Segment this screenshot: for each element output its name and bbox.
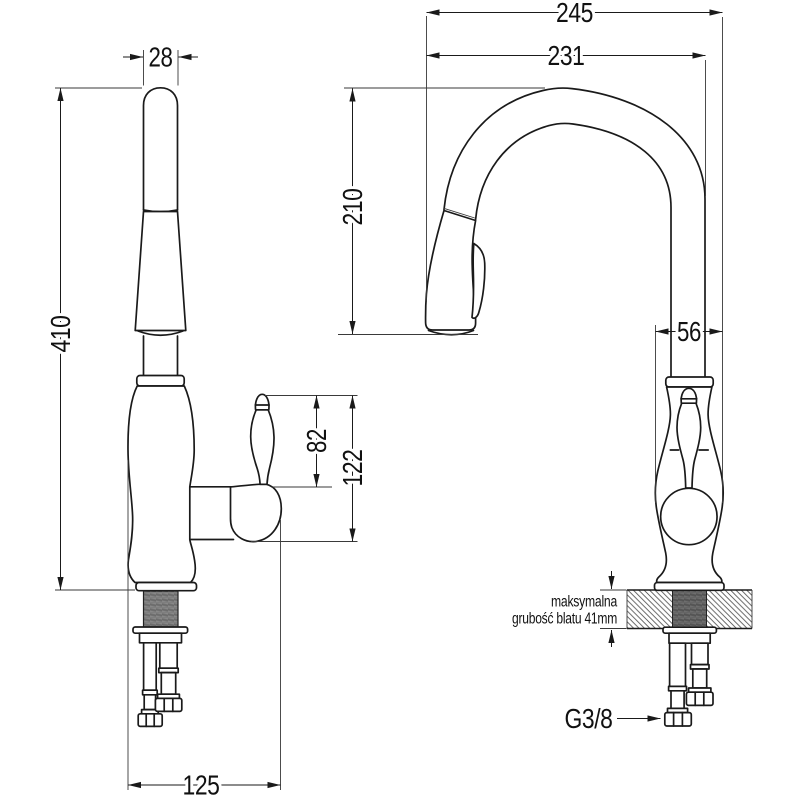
front-collar bbox=[137, 376, 184, 387]
front-handle-dome bbox=[231, 484, 282, 541]
front-supply-hoses bbox=[138, 643, 182, 727]
front-hose-left bbox=[144, 643, 157, 690]
dim-label-210: 210 bbox=[337, 180, 368, 226]
front-handle-knob bbox=[255, 394, 269, 410]
dim-label-122: 122 bbox=[337, 441, 368, 487]
front-hose-left-lower bbox=[144, 695, 155, 710]
front-hose-right-nut bbox=[155, 698, 181, 711]
front-view bbox=[128, 88, 281, 727]
countertop-note-line2: grubość blatu 41mm bbox=[512, 610, 617, 628]
side-hose-left-lower bbox=[671, 691, 684, 709]
side-handle-rosette bbox=[661, 488, 717, 544]
countertop bbox=[627, 590, 752, 629]
side-collar bbox=[666, 377, 713, 387]
front-mount-block bbox=[140, 633, 182, 643]
side-gooseneck-outer bbox=[444, 88, 705, 377]
side-handle-knob bbox=[681, 388, 696, 403]
front-mount-flange bbox=[133, 627, 188, 633]
front-threaded-shank bbox=[144, 591, 179, 627]
front-hose-left-nut bbox=[138, 714, 162, 727]
side-hose-left-nut bbox=[665, 713, 692, 726]
thread-size-label: G3/8 bbox=[564, 703, 613, 734]
countertop-note-line1: maksymalna bbox=[551, 593, 618, 611]
side-threaded-shank bbox=[673, 590, 707, 629]
dim-label-231: 231 bbox=[547, 40, 585, 71]
dim-label-125: 125 bbox=[182, 769, 220, 800]
front-spray-head-outlet bbox=[138, 331, 183, 335]
front-extension-lines bbox=[55, 50, 358, 790]
side-base-plate bbox=[655, 583, 725, 591]
side-hose-left bbox=[670, 643, 686, 686]
front-hose-right bbox=[160, 643, 177, 668]
dim-label-28: 28 bbox=[148, 41, 173, 73]
side-hose-right-nut bbox=[686, 692, 713, 705]
dim-label-82: 82 bbox=[301, 422, 332, 453]
front-hose-right-lower bbox=[161, 673, 175, 695]
front-body bbox=[128, 386, 195, 583]
front-spray-head bbox=[135, 212, 186, 331]
front-neck-tube bbox=[144, 336, 178, 376]
side-supply-hoses bbox=[665, 643, 713, 726]
front-handle-lever bbox=[251, 410, 274, 485]
side-hose-right-lower bbox=[693, 669, 707, 688]
front-spout-column bbox=[144, 88, 178, 210]
dim-label-245: 245 bbox=[556, 0, 593, 28]
side-hose-right bbox=[692, 643, 709, 664]
dim-label-410: 410 bbox=[45, 307, 76, 353]
side-view bbox=[426, 88, 752, 726]
side-spray-head bbox=[426, 211, 476, 331]
side-mount-flange bbox=[663, 627, 716, 633]
dim-label-56: 56 bbox=[677, 316, 701, 347]
side-spray-clip bbox=[472, 244, 485, 319]
side-mount-block bbox=[669, 633, 710, 643]
front-handle-arm bbox=[190, 487, 234, 540]
front-base-plate bbox=[136, 583, 197, 591]
side-gooseneck-inner bbox=[476, 123, 671, 377]
